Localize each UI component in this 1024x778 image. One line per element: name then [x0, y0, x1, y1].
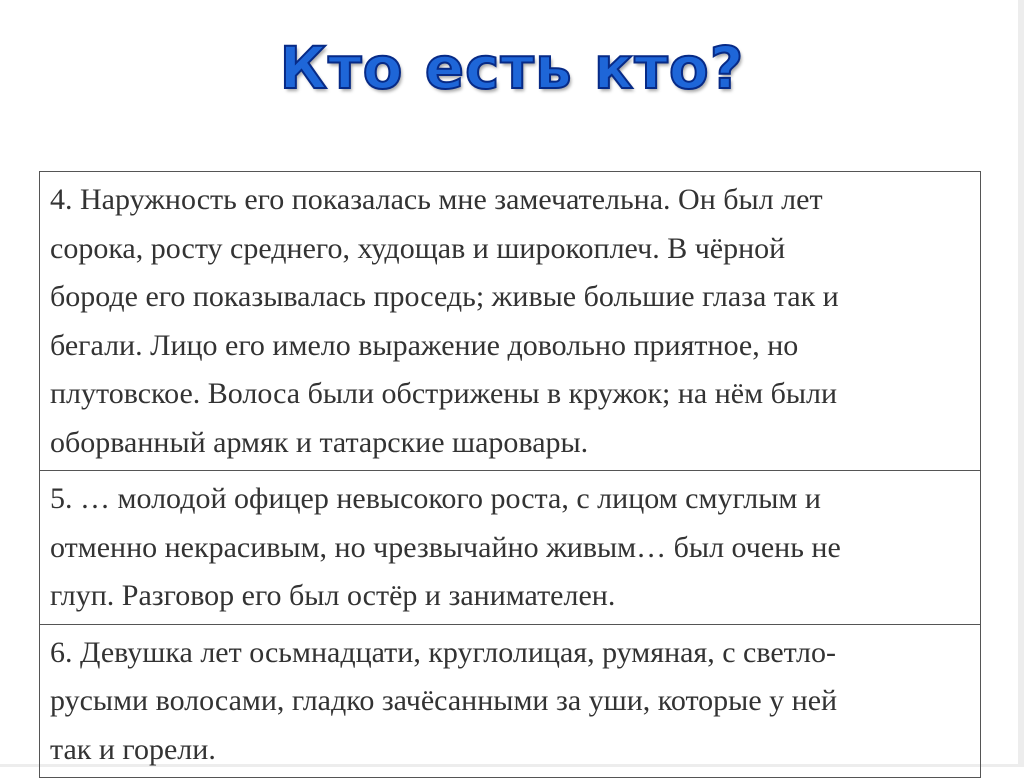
table-row	[40, 624, 981, 778]
quote-cell-4: 4. Наружность его показалась мне замечательна. Он был лет сорока, росту среднего, худощав и широкоплеч. В чёрной бороде его показывалась проседь; живые большие глаза так и бегали. Лицо его имело выражение довольно приятное, но плутовское. Волоса были обстрижены в кружок; на нём были оборванный армяк и татарские шаровары.	[40, 172, 981, 471]
quotes-table	[39, 171, 981, 778]
quote-cell-6: 6. Девушка лет осьмнадцати, круглолицая, румяная, с светло- русыми волосами, гладко зачёсанными за уши, которые у ней так и горели.	[40, 624, 981, 778]
quote-cell-5: 5. … молодой офицер невысокого роста, с лицом смуглым и отменно некрасивым, но чрезвычайно живым… был очень не глуп. Разговор его был остёр и занимателен.	[40, 471, 981, 625]
table-row	[40, 471, 981, 625]
table-row	[40, 172, 981, 471]
slide-title: Кто есть кто?	[279, 34, 745, 102]
